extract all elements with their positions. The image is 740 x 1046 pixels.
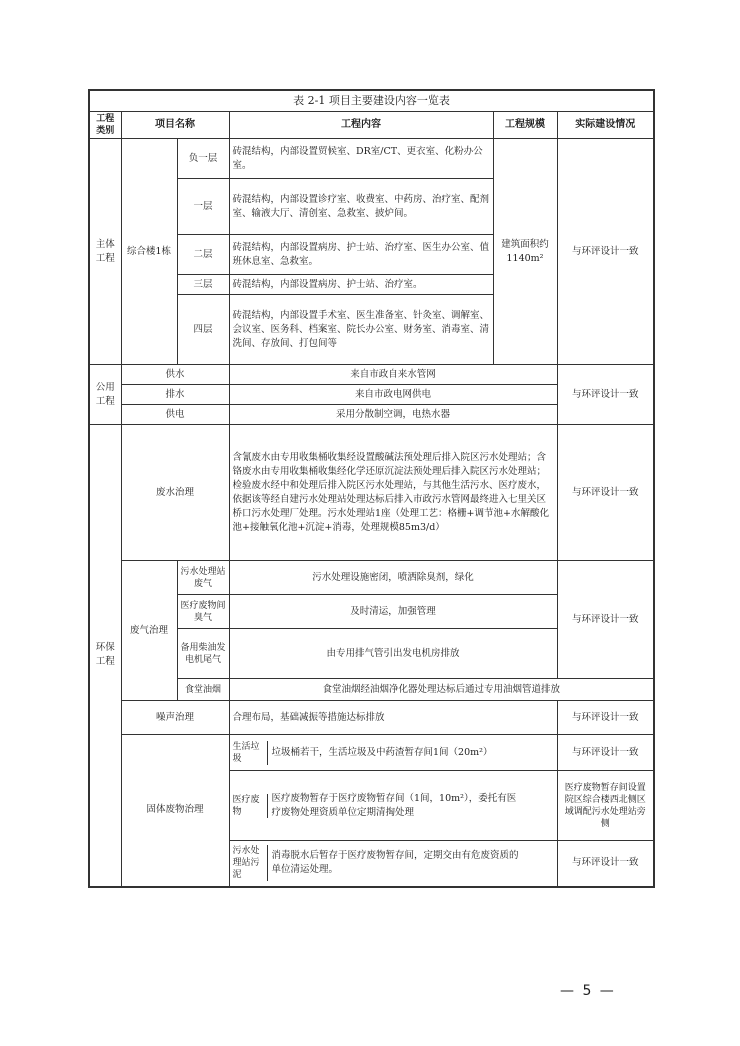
public-item-content: 采用分散制空调，电热水器 bbox=[229, 405, 557, 425]
floor-label: 二层 bbox=[177, 235, 229, 275]
floor-label: 四层 bbox=[177, 295, 229, 365]
floor-content: 砖混结构，内部设置贸候室、DR室/CT、更衣室、化粉办公室。 bbox=[229, 139, 493, 179]
main-building-name: 综合楼1栋 bbox=[121, 139, 177, 365]
solid-sub-status: 与环评设计一致 bbox=[557, 735, 654, 771]
solid-sub-content bbox=[229, 735, 557, 771]
gas-sub-content: 由专用排气管引出发电机房排放 bbox=[229, 629, 557, 679]
floor-content: 砖混结构，内部设置手术室、医生准备室、针灸室、调解室、会议室、医务科、档案室、院长办公室、财务室、消毒室、清洗间、存放间、打包间等 bbox=[229, 295, 493, 365]
floor-content: 砖混结构，内部设置病房、护士站、治疗室、医生办公室、值班休息室、急救室。 bbox=[229, 235, 493, 275]
gas-sub-name: 备用柴油发电机尾气 bbox=[177, 629, 229, 679]
gas-name: 废气治理 bbox=[121, 561, 177, 701]
wastewater-status: 与环评设计一致 bbox=[557, 425, 654, 561]
header-scale: 工程规模 bbox=[493, 112, 557, 139]
main-status: 与环评设计一致 bbox=[557, 139, 654, 365]
solid-sub-name: 生活垃圾 bbox=[233, 741, 268, 765]
wastewater-name: 废水治理 bbox=[121, 425, 229, 561]
solid-sub-status: 医疗废物暂存间设置院区综合楼西北侧区域调配污水处理站旁侧 bbox=[557, 771, 654, 841]
category-main: 主体工程 bbox=[89, 139, 121, 365]
table-row bbox=[89, 561, 654, 595]
category-env: 环保工程 bbox=[89, 425, 121, 887]
page-number: — 5 — bbox=[560, 983, 616, 999]
construction-table bbox=[88, 89, 655, 888]
header-status: 实际建设情况 bbox=[557, 112, 654, 139]
public-item-name: 供水 bbox=[121, 365, 229, 385]
solid-sub-text: 消毒脱水后暂存于医疗废物暂存间，定期交由有危废资质的单位清运处理。 bbox=[271, 850, 519, 876]
table-row bbox=[89, 365, 654, 385]
category-public: 公用工程 bbox=[89, 365, 121, 425]
gas-sub-content: 食堂油烟经油烟净化器处理达标后通过专用油烟管道排放 bbox=[229, 679, 654, 701]
solid-sub-name: 医疗废物 bbox=[233, 794, 268, 818]
table-row bbox=[89, 425, 654, 561]
noise-name: 噪声治理 bbox=[121, 701, 229, 735]
floor-label: 负一层 bbox=[177, 139, 229, 179]
gas-sub-name: 污水处理站废气 bbox=[177, 561, 229, 595]
public-item-name: 供电 bbox=[121, 405, 229, 425]
table-row bbox=[89, 701, 654, 735]
floor-label: 一层 bbox=[177, 179, 229, 235]
solid-sub-content bbox=[229, 771, 557, 841]
gas-sub-name: 医疗废物间臭气 bbox=[177, 595, 229, 629]
public-item-content: 来自市政自来水管网 bbox=[229, 365, 557, 385]
wastewater-content: 含氰废水由专用收集桶收集经设置酸碱法预处理后排入院区污水处理站；含铬废水由专用收集桶收集经化学还原沉淀法预处理后排入院区污水处理站；检验废水经中和处理后排入院区污水处理站，与其他生活污水、医疗废水，依据该等经自建污水处理站处理达标后排入市政污水管网最终进入七里关区桥口污水处理厂处理。污水处理站1座（处理工艺：格栅+调节池+水解酸化池+接触氧化池+沉淀+消毒，处理规模85m3/d） bbox=[229, 425, 557, 561]
floor-content: 砖混结构，内部设置诊疗室、收费室、中药房、治疗室、配剂室、输液大厅、清创室、急救室、披炉间。 bbox=[229, 179, 493, 235]
public-status: 与环评设计一致 bbox=[557, 365, 654, 425]
table-row bbox=[89, 139, 654, 179]
floor-content: 砖混结构，内部设置病房、护士站、治疗室。 bbox=[229, 275, 493, 295]
solid-sub-name: 污水处理站污泥 bbox=[233, 845, 268, 881]
table-row bbox=[89, 735, 654, 771]
construction-table-wrapper bbox=[88, 89, 653, 888]
solid-sub-content bbox=[229, 841, 557, 887]
noise-content: 合理布局，基础减振等措施达标排放 bbox=[229, 701, 557, 735]
header-content: 工程内容 bbox=[229, 112, 493, 139]
table-header-row bbox=[89, 112, 654, 139]
solid-sub-text: 医疗废物暂存于医疗废物暂存间（1间，10m²），委托有医疗废物处理资质单位定期清掏处理 bbox=[271, 792, 517, 818]
table-caption: 表 2-1 项目主要建设内容一览表 bbox=[89, 90, 654, 112]
public-item-content: 来自市政电网供电 bbox=[229, 385, 557, 405]
floor-label: 三层 bbox=[177, 275, 229, 295]
header-name: 项目名称 bbox=[121, 112, 229, 139]
gas-sub-content: 及时清运，加强管理 bbox=[229, 595, 557, 629]
gas-status: 与环评设计一致 bbox=[557, 561, 654, 679]
solid-name: 固体废物治理 bbox=[121, 735, 229, 887]
gas-sub-content: 污水处理设施密闭，喷洒除臭剂，绿化 bbox=[229, 561, 557, 595]
main-scale: 建筑面积约1140m² bbox=[493, 139, 557, 365]
header-category: 工程类别 bbox=[89, 112, 121, 139]
gas-sub-name: 食堂油烟 bbox=[177, 679, 229, 701]
solid-sub-status: 与环评设计一致 bbox=[557, 841, 654, 887]
solid-sub-text: 垃圾桶若干，生活垃圾及中药渣暂存间1间（20m²） bbox=[271, 746, 493, 758]
noise-status: 与环评设计一致 bbox=[557, 701, 654, 735]
public-item-name: 排水 bbox=[121, 385, 229, 405]
